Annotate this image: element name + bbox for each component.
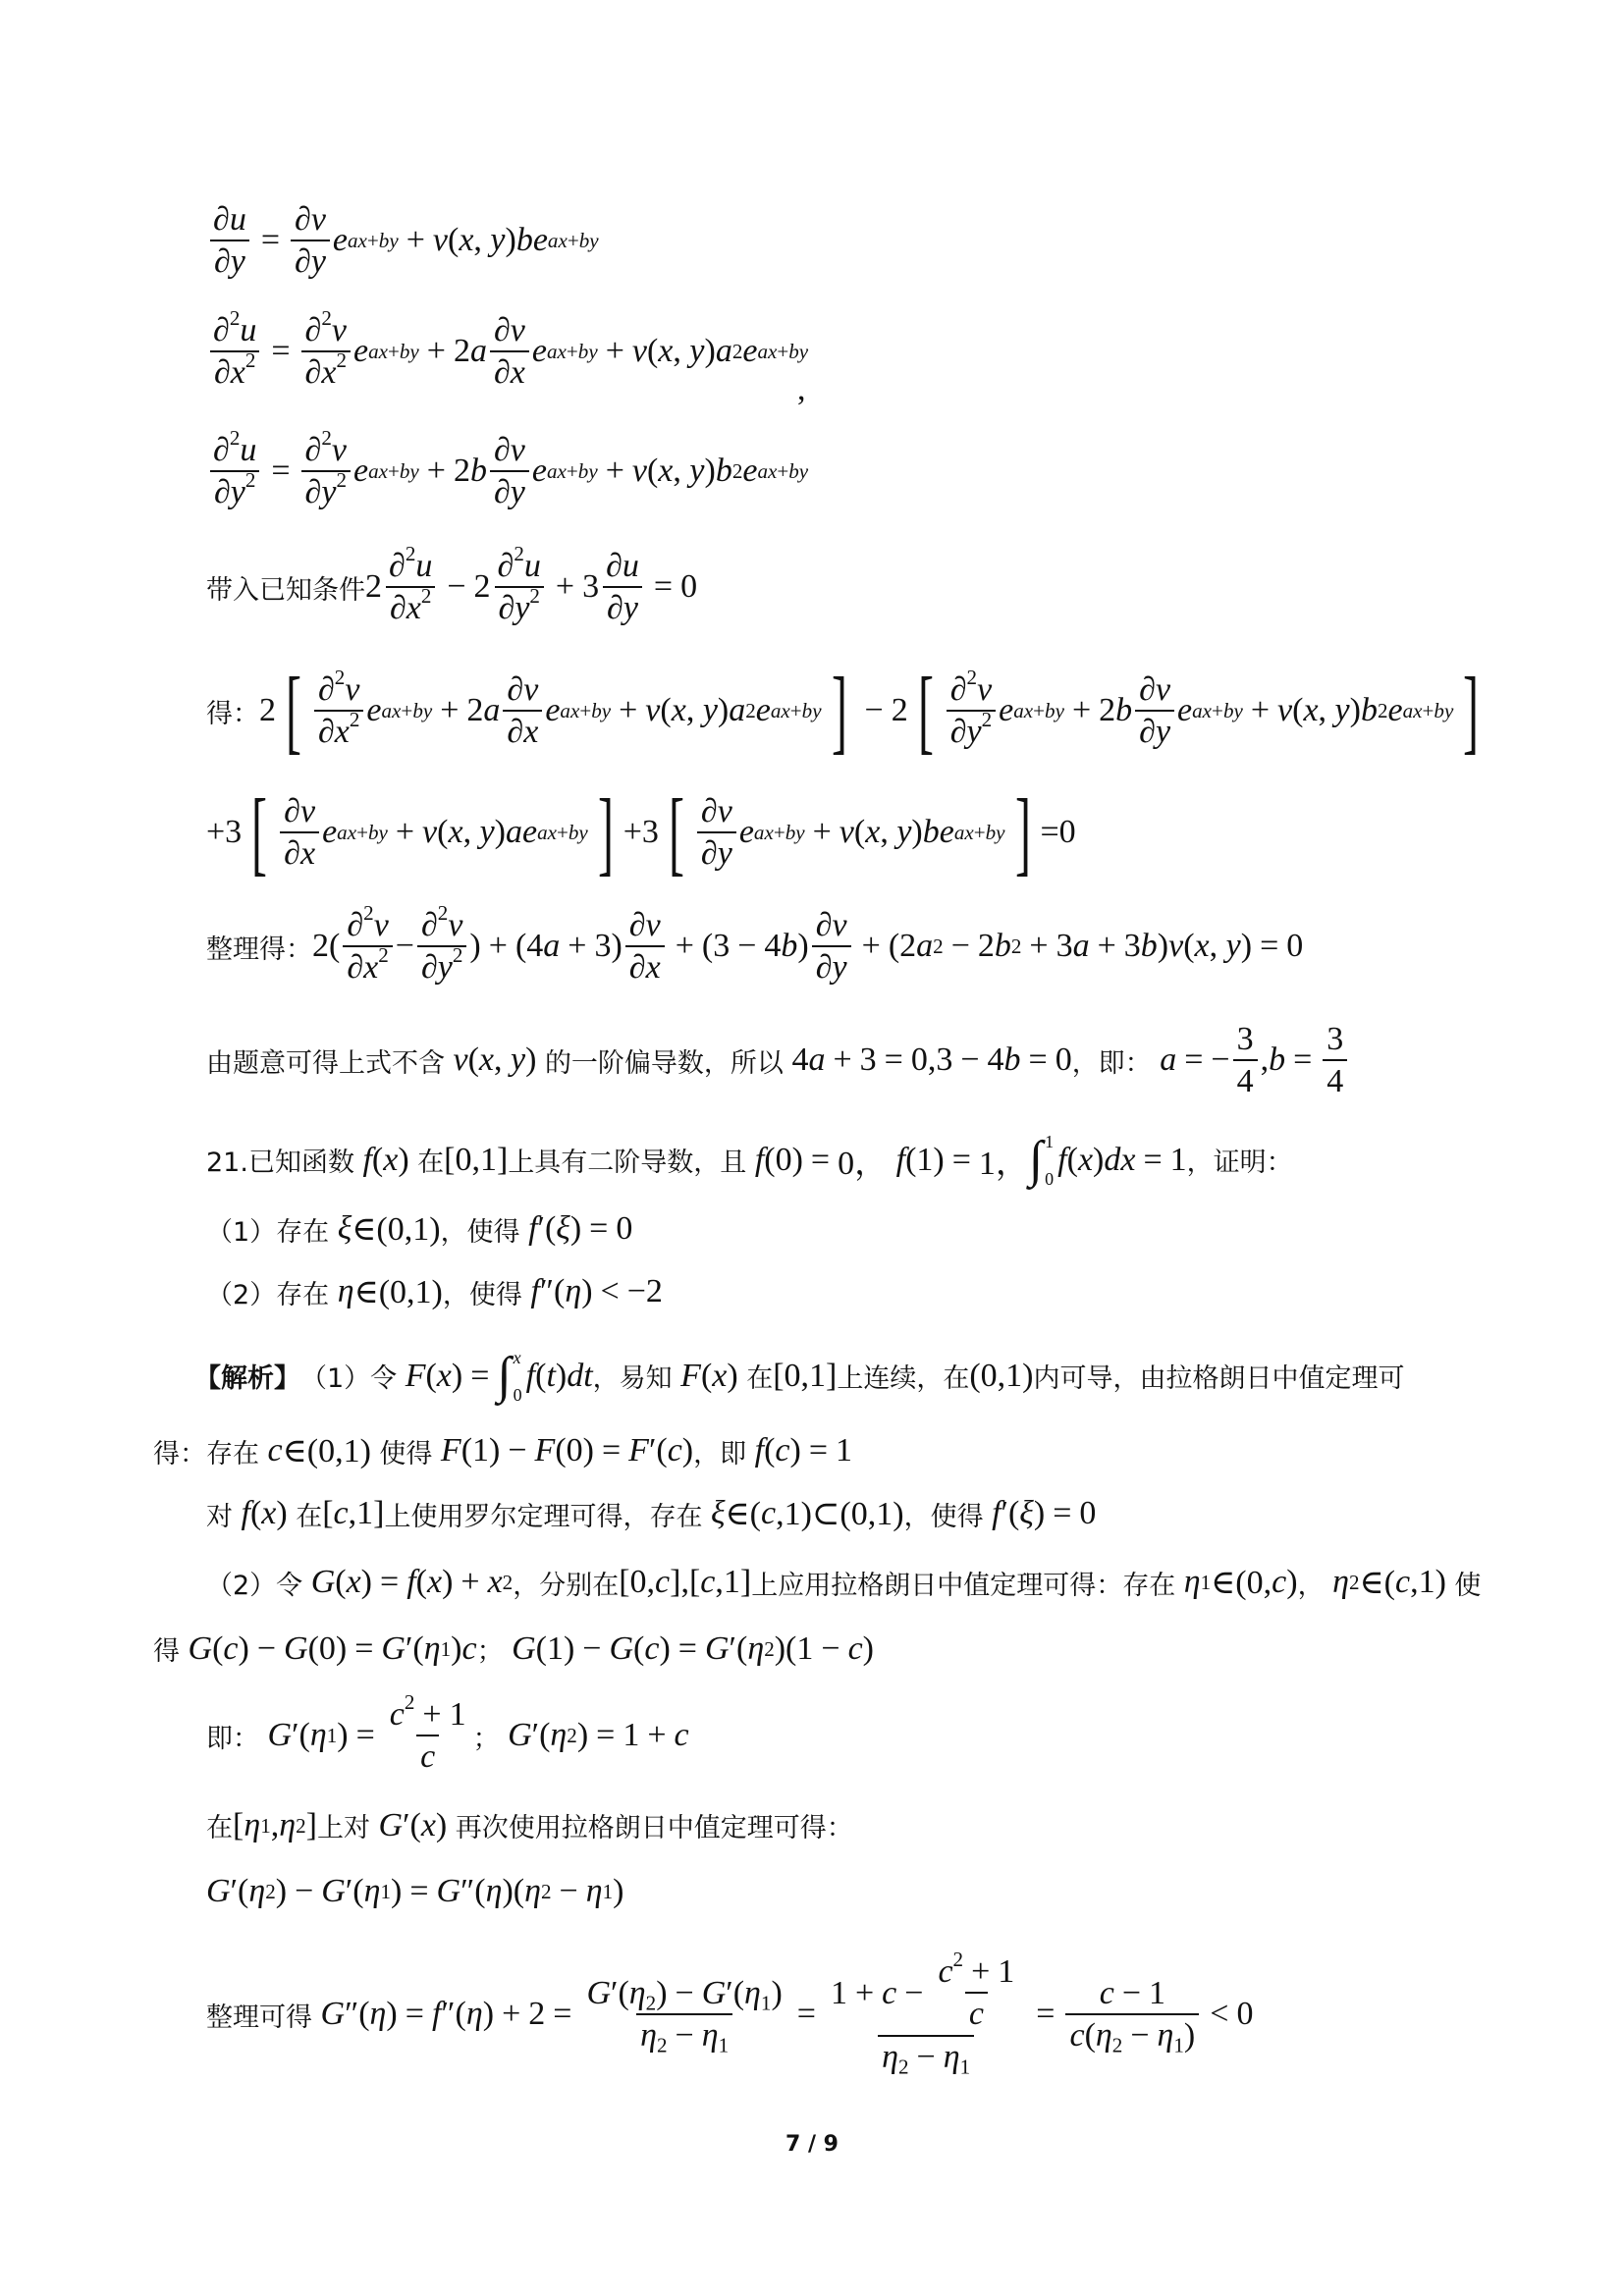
comma: , <box>797 371 806 407</box>
solution-part-2-line-4: 在 [ η 1 , η 2 ] 上对 G ′( x ) 再次使用拉格朗日中值定理可得： <box>206 1806 853 1843</box>
solution-part-2-line-2: 得 G ( c ) − G (0) = G ′( η 1 ) c ； G (1) − G ( c ) = G ′( η 2 )(1 − c ) <box>153 1629 874 1667</box>
eq-substituted-1: 得： 2 [ $\frac{\partial^2v}{\partial x^2}$ e ax+by + 2 a $\frac{\partial v}{\partial x}$ e ax+by + v ( x , y ) a 2 e ax+by ] − 2 [ $\frac{\partial^2v}{\partial y^2}$ e ax+by + 2 b $\frac{\partial v}{\partial y}$ e ax+by + v ( x , y ) b 2 e ax+by ] <box>206 658 1480 763</box>
solution-part-2-line-3: 即： G ′( η 1 ) = $\frac{c^2 + 1}{c}$ ； G ′( η 2 ) = 1 + c <box>206 1690 689 1776</box>
page-number: 7 / 9 <box>785 2132 839 2157</box>
eq-substituted-2: +3 [ $\frac{\partial v}{\partial x}$ e ax+by + v ( x , y ) ae ax+by ] +3 [ $\frac{\partial v}{\partial y}$ e ax+by + v ( x , y ) be ax+by ] =0 <box>206 779 1076 884</box>
eq-d2u-dy2: $\frac{\partial^2u}{\partial y^2}$ = $\frac{\partial^2v}{\partial y^2}$ e ax+by + 2 b $\frac{\partial v}{\partial y}$ e ax+by + v ( x , y ) b 2 e ax+by <box>206 432 808 511</box>
solution-part-2-line-5: G ′( η 2 ) − G ′( η 1 ) = G ″( η )( η 2 − η 1 ) <box>206 1873 624 1909</box>
eq-du-dy: $\frac{\partial u}{\partial y}$ = $\frac{\partial v}{\partial y}$ e ax+by + v ( x , y ) be ax+by <box>206 201 599 281</box>
solution-part-2-line-1: （2）令 G ( x ) = f ( x ) + x 2 ，分别在 [0, c ],[ c ,1] 上应用拉格朗日中值定理可得：存在 η 1 ∈(0, c ) ， η 2 ∈( c ,1) 使 <box>206 1564 1482 1601</box>
solution-part-2-line-6: 整理可得 G ″( η ) = f ″( η ) + 2 = $\frac{G'(\eta_2) - G'(\eta_1)}{\eta_2 - \eta_1}$ = 1 + c − $\frac{c^2 + 1}{c}$ $\eta_2 - \eta_1$ = $\frac{c - 1}{c(\eta_2 - \eta_1)}$ < 0 <box>206 1948 1254 2079</box>
eq-d2u-dx2: $\frac{\partial^2u}{\partial x^2}$ = $\frac{\partial^2v}{\partial x^2}$ e ax+by + 2 a $\frac{\partial v}{\partial x}$ e ax+by + v ( x , y ) a 2 e ax+by <box>206 312 808 392</box>
solution-part-1-line-3: 对 f ( x ) 在 [ c ,1] 上使用罗尔定理可得，存在 ξ ∈( c ,1)⊂(0,1) ，使得 f ′( ξ ) = 0 <box>206 1495 1097 1532</box>
problem-21: 21.已知函数 f ( x ) 在 [0,1] 上具有二阶导数，且 f (0) = 0， f (1) = 1， ∫ 1 0 f ( x ) dx = 1 ，证明： <box>206 1131 1293 1189</box>
eq-simplified: 整理得： 2( $\frac{\partial^2v}{\partial x^2}$ − $\frac{\partial^2v}{\partial y^2}$ ) + (4 a + 3) $\frac{\partial v}{\partial x}$ + (3 − 4 b ) $\frac{\partial v}{\partial y}$ + (2 a 2 − 2 b 2 + 3 a + 3 b ) v ( x , y ) = 0 <box>206 901 1304 987</box>
eq-condition: 带入已知条件 2 $\frac{\partial^2u}{\partial x^2}$ − 2 $\frac{\partial^2u}{\partial y^2}$ + 3 $\frac{\partial u}{\partial y}$ = 0 <box>206 542 698 627</box>
solution-part-1-line-1: 【解析】 （1）令 F ( x ) = ∫ x 0 f ( t ) dt ，易知 F ( x ) 在 [0,1] 上连续，在 (0,1) 内可导，由拉格朗日中值定理可 <box>194 1347 1405 1405</box>
problem-part-2: （2）存在 η ∈(0,1) ，使得 f ″( η ) < −2 <box>206 1273 663 1310</box>
solution-part-1-line-2: 得：存在 c ∈(0,1) 使得 F (1) − F (0) = F ′( c ) ，即 f ( c ) = 1 <box>153 1432 853 1469</box>
conclusion-line: 由题意可得上式不含 v ( x , y ) 的一阶偏导数，所以 4 a + 3 = 0,3 − 4 b = 0 ，即： a = − $\frac{3}{4}$ , b = $\frac{3}{4}$ <box>206 1021 1350 1100</box>
problem-part-1: （1）存在 ξ ∈(0,1) ，使得 f ′( ξ ) = 0 <box>206 1210 633 1248</box>
